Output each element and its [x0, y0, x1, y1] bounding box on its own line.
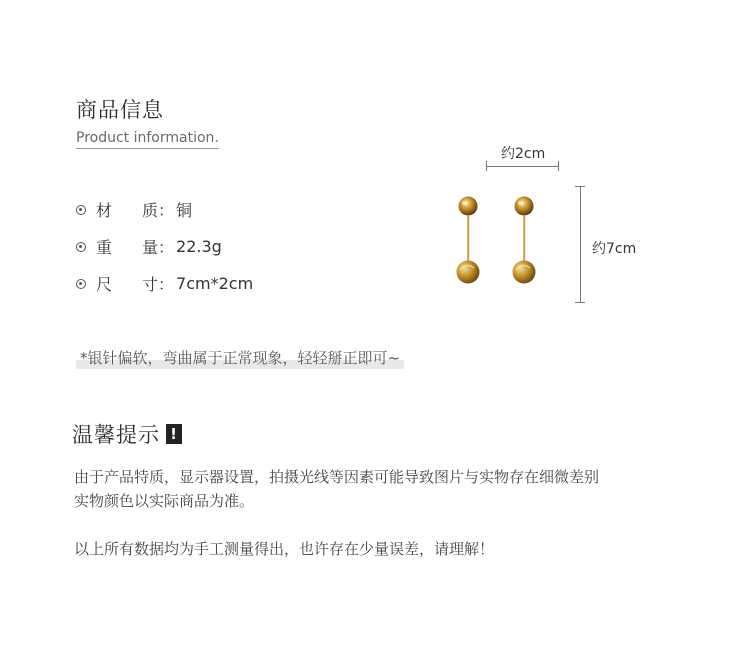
spec-label: 重	[96, 238, 113, 257]
spec-row-size	[76, 272, 253, 295]
spec-row-material	[76, 198, 192, 221]
care-note: *银针偏软，弯曲属于正常现象，轻轻掰正即可~	[76, 346, 404, 369]
spec-colon: ：	[158, 238, 175, 257]
bullet-icon	[76, 205, 86, 215]
left-earring	[457, 197, 480, 284]
spec-label: 材	[96, 201, 113, 220]
width-dimension-tick	[486, 161, 487, 171]
spec-label: 尺	[96, 275, 113, 294]
section-title: 商品信息	[76, 98, 164, 122]
tips-paragraph-1	[74, 465, 599, 513]
tips-line: 由于产品特质，显示器设置，拍摄光线等因素可能导致图片与实物存在细微差别	[74, 468, 600, 486]
earrings-image	[450, 190, 550, 290]
tips-title: 温馨提示	[72, 423, 160, 447]
height-dimension-tick	[575, 186, 585, 187]
height-dimension-line	[580, 186, 581, 303]
spec-colon: ：	[158, 275, 175, 294]
spec-row-weight	[76, 235, 222, 258]
spec-value: 7cm*2cm	[176, 274, 254, 293]
spec-label: 寸	[142, 275, 159, 294]
spec-colon: ：	[158, 201, 175, 220]
tips-heading	[72, 419, 182, 449]
spec-value: 22.3g	[176, 237, 222, 256]
tips-line: 实物颜色以实际商品为准。	[74, 492, 255, 510]
right-earring	[513, 197, 536, 284]
spec-label: 量	[142, 238, 159, 257]
tips-paragraph-2: 以上所有数据均为手工测量得出，也许存在少量误差，请理解！	[74, 540, 495, 558]
width-dimension-tick	[558, 161, 559, 171]
spec-value: 铜	[176, 201, 193, 220]
height-dimension-tick	[575, 302, 585, 303]
bullet-icon	[76, 242, 86, 252]
bullet-icon	[76, 279, 86, 289]
width-dimension-label: 约2cm	[501, 146, 546, 162]
spec-label: 质	[142, 201, 159, 220]
height-dimension-label: 约7cm	[592, 241, 637, 257]
width-dimension-line	[486, 166, 559, 167]
section-subtitle: Product information.	[76, 130, 219, 149]
warning-icon: !	[166, 424, 182, 444]
